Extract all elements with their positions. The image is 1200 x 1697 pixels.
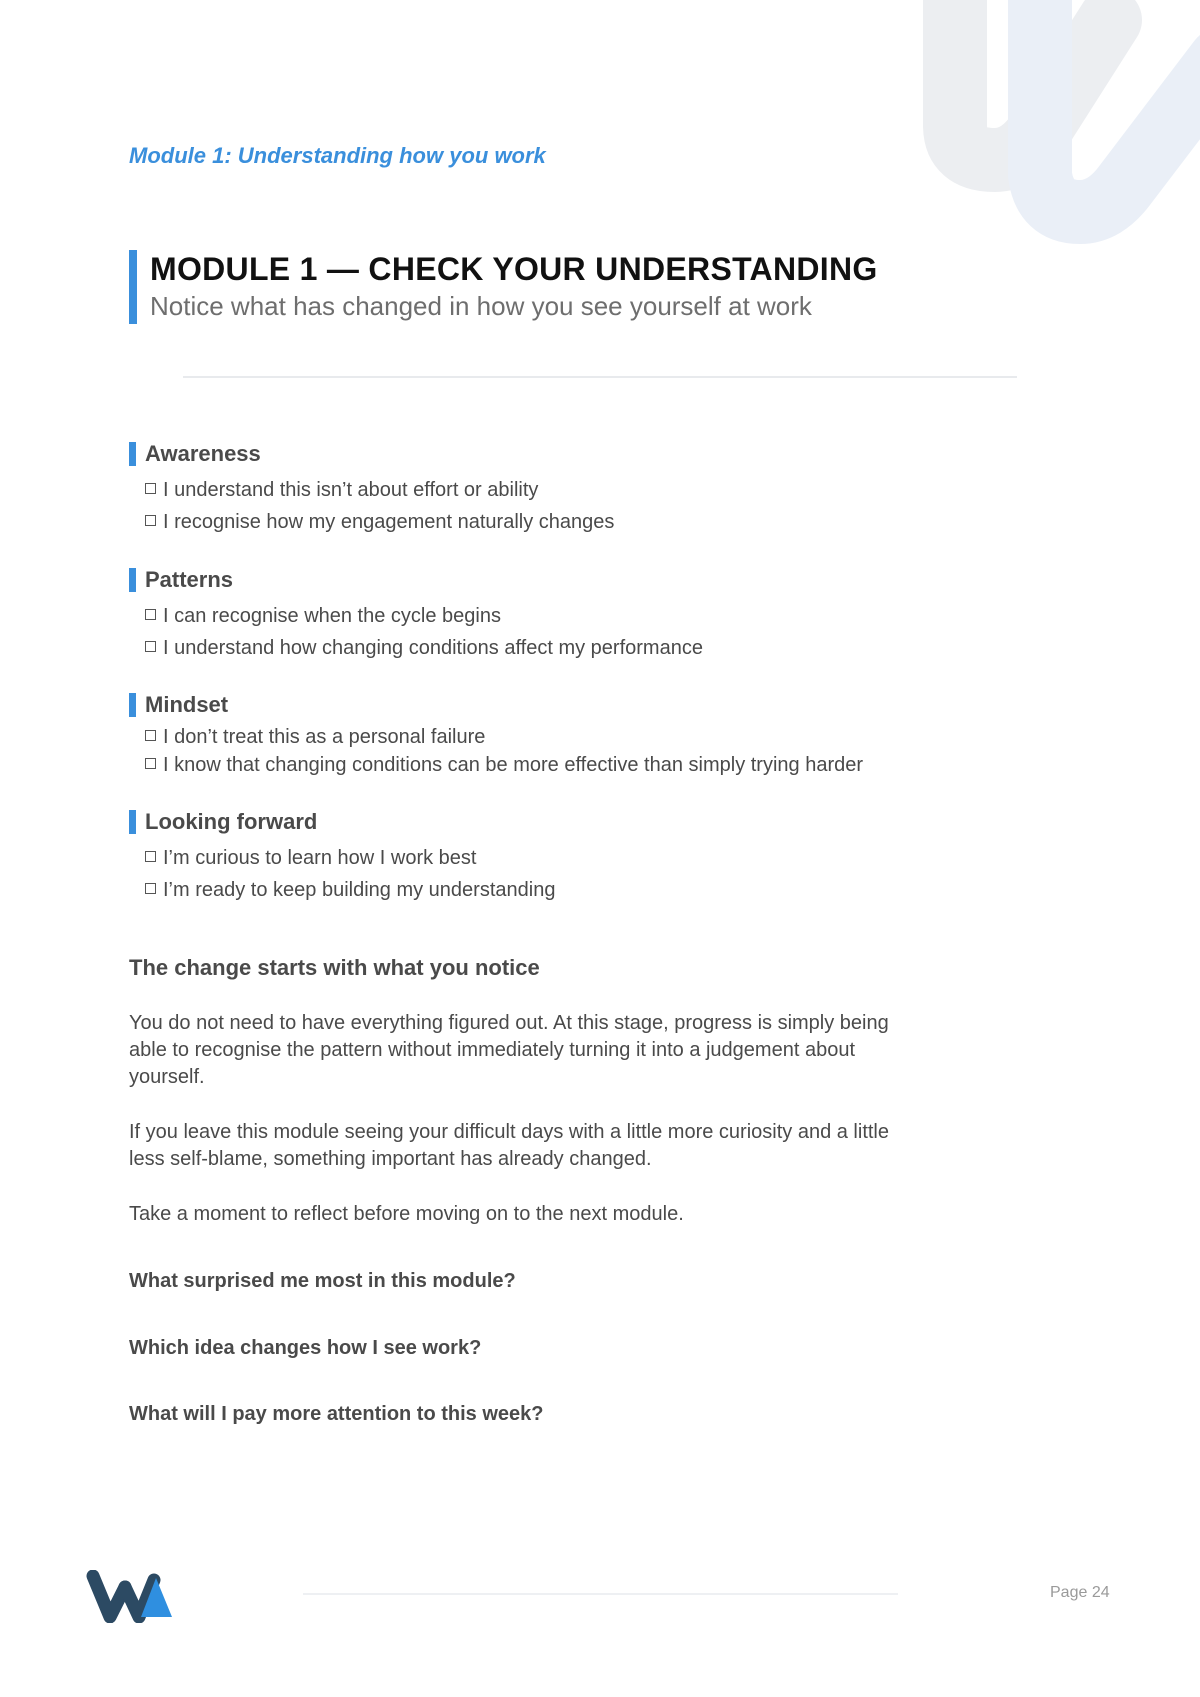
section-heading: Patterns (129, 568, 703, 592)
checkbox-icon[interactable] (145, 730, 156, 741)
change-heading: The change starts with what you notice (129, 955, 540, 980)
background-logo-watermark (860, 0, 1200, 290)
section-mindset (129, 693, 863, 779)
checklist-item[interactable] (129, 506, 614, 538)
checkbox-icon[interactable] (145, 515, 156, 526)
checklist-item-label: I’m curious to learn how I work best (163, 847, 477, 869)
checklist-item[interactable] (129, 751, 863, 779)
checklist-item-label: I’m ready to keep building my understanding (163, 879, 556, 901)
reflection-question: Which idea changes how I see work? (129, 1337, 482, 1359)
running-header: Module 1: Understanding how you work (129, 143, 546, 168)
reflection-question: What will I pay more attention to this week? (129, 1403, 544, 1425)
checkbox-icon[interactable] (145, 758, 156, 769)
section-looking-forward (129, 810, 555, 906)
paragraph: You do not need to have everything figured out. At this stage, progress is simply being able to recognise the pattern without immediately turning it into a judgement about yourself. (129, 1012, 889, 1088)
page-subtitle: Notice what has changed in how you see yourself at work (150, 291, 812, 321)
checklist-item-label: I know that changing conditions can be more effective than simply trying harder (163, 754, 864, 776)
section-heading: Looking forward (129, 810, 555, 834)
section-heading: Mindset (129, 693, 863, 717)
checkbox-icon[interactable] (145, 641, 156, 652)
footer-divider (303, 1593, 898, 1595)
checkbox-icon[interactable] (145, 483, 156, 494)
checkbox-icon[interactable] (145, 883, 156, 894)
reflection-question: What surprised me most in this module? (129, 1270, 516, 1292)
checklist-item[interactable] (129, 632, 703, 664)
checklist-item-label: I understand this isn’t about effort or ability (163, 479, 539, 501)
checklist-item[interactable] (129, 842, 555, 874)
checklist-item-label: I don’t treat this as a personal failure (163, 726, 486, 748)
checkbox-icon[interactable] (145, 851, 156, 862)
checklist-item-label: I understand how changing conditions affect my performance (163, 637, 703, 659)
checklist-item[interactable] (129, 723, 863, 751)
checklist-item[interactable] (129, 600, 703, 632)
title-block (129, 250, 878, 324)
paragraph: Take a moment to reflect before moving on to the next module. (129, 1203, 684, 1225)
brand-logo (86, 1570, 178, 1623)
page-number: Page 24 (1050, 1584, 1110, 1601)
checklist-item-label: I can recognise when the cycle begins (163, 605, 501, 627)
divider (183, 376, 1017, 378)
page-title: MODULE 1 — CHECK YOUR UNDERSTANDING (150, 251, 878, 287)
section-patterns (129, 568, 703, 664)
checklist-item[interactable] (129, 874, 555, 906)
paragraph: If you leave this module seeing your difficult days with a little more curiosity and a little less self-blame, something important has already changed. (129, 1121, 889, 1170)
checkbox-icon[interactable] (145, 609, 156, 620)
section-awareness (129, 442, 614, 538)
section-heading: Awareness (129, 442, 614, 466)
checklist-item-label: I recognise how my engagement naturally changes (163, 511, 615, 533)
checklist-item[interactable] (129, 474, 614, 506)
